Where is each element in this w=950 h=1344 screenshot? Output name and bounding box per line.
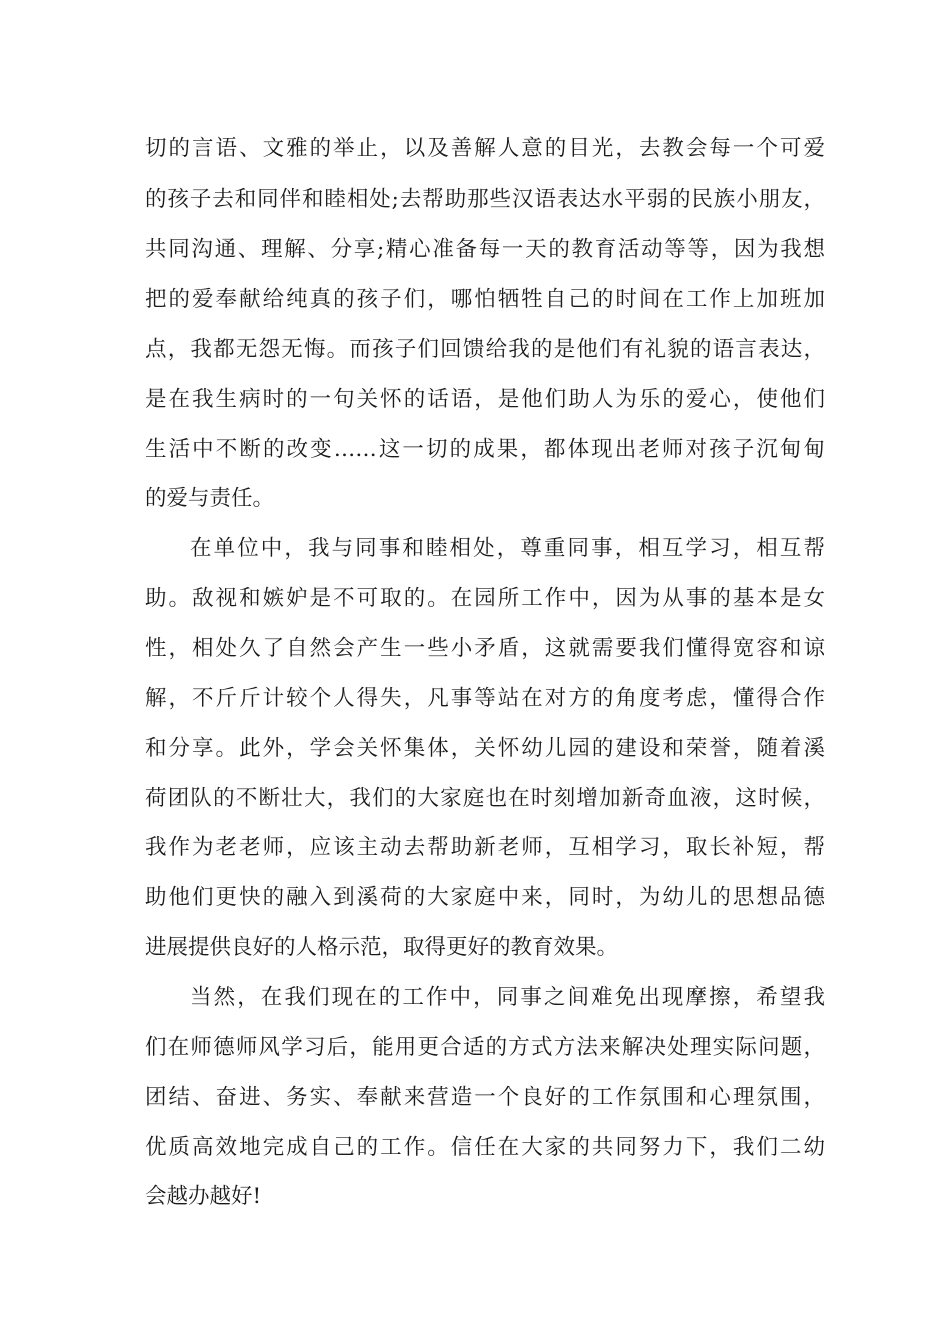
- paragraph-1-line-4: 把的爱奉献给纯真的孩子们，哪怕牺牲自己的时间在工作上加班加: [145, 287, 825, 312]
- paragraph-1-line-2: 的孩子去和同伴和睦相处;去帮助那些汉语表达水平弱的民族小朋友，: [145, 187, 825, 212]
- paragraph-3-line-3: 团结、奋进、务实、奉献来营造一个良好的工作氛围和心理氛围，: [145, 1085, 825, 1110]
- paragraph-3-line-2: 们在师德师风学习后，能用更合适的方式方法来解决处理实际问题，: [145, 1035, 825, 1060]
- paragraph-2-line-1: 在单位中，我与同事和睦相处，尊重同事，相互学习，相互帮: [190, 536, 825, 561]
- paragraph-1-line-8: 的爱与责任。: [145, 486, 275, 511]
- paragraph-1-line-6: 是在我生病时的一句关怀的话语，是他们助人为乐的爱心，使他们: [145, 387, 825, 412]
- paragraph-3-line-4: 优质高效地完成自己的工作。信任在大家的共同努力下，我们二幼: [145, 1135, 825, 1160]
- paragraph-2-line-7: 我作为老老师，应该主动去帮助新老师，互相学习，取长补短，帮: [145, 835, 825, 860]
- paragraph-2-line-3: 性，相处久了自然会产生一些小矛盾，这就需要我们懂得宽容和谅: [145, 636, 825, 661]
- paragraph-3-line-5: 会越办越好!: [145, 1184, 262, 1209]
- paragraph-3-line-1: 当然，在我们现在的工作中，同事之间难免出现摩擦，希望我: [190, 985, 825, 1010]
- paragraph-2-line-9: 进展提供良好的人格示范，取得更好的教育效果。: [145, 935, 619, 960]
- paragraph-1-line-1: 切的言语、文雅的举止，以及善解人意的目光，去教会每一个可爱: [145, 136, 825, 161]
- paragraph-1-line-3: 共同沟通、理解、分享;精心准备每一天的教育活动等等，因为我想: [145, 237, 825, 262]
- paragraph-1-line-5: 点，我都无怨无悔。而孩子们回馈给我的是他们有礼貌的语言表达，: [145, 337, 825, 362]
- paragraph-2-line-8: 助他们更快的融入到溪荷的大家庭中来，同时，为幼儿的思想品德: [145, 885, 825, 910]
- paragraph-2-line-5: 和分享。此外，学会关怀集体，关怀幼儿园的建设和荣誉，随着溪: [145, 736, 825, 761]
- paragraph-1-line-7: 生活中不断的改变……这一切的成果，都体现出老师对孩子沉甸甸: [145, 437, 825, 462]
- paragraph-2-line-6: 荷团队的不断壮大，我们的大家庭也在时刻增加新奇血液，这时候，: [145, 786, 825, 811]
- paragraph-2-line-2: 助。敌视和嫉妒是不可取的。在园所工作中，因为从事的基本是女: [145, 586, 825, 611]
- paragraph-2-line-4: 解，不斤斤计较个人得失，凡事等站在对方的角度考虑，懂得合作: [145, 686, 825, 711]
